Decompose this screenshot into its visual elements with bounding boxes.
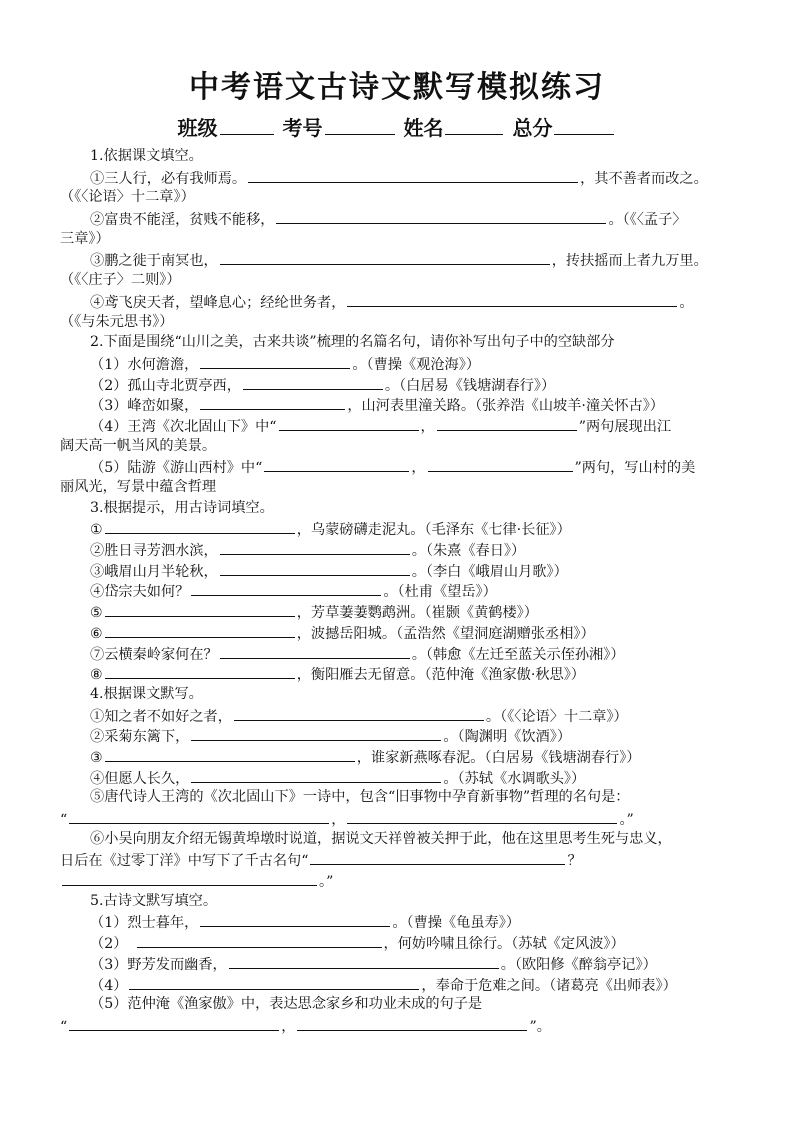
line-text: ③鹏之徙于南冥也，	[90, 253, 218, 270]
question-line	[60, 994, 736, 1015]
line-text: 2.下面是围绕“山川之美，古来共谈”梳理的名篇名句，请你补写出句子中的空缺部分	[90, 334, 615, 351]
question-line	[60, 849, 736, 870]
line-text: “	[60, 812, 68, 828]
line-text: 。	[679, 294, 694, 311]
question-line	[60, 829, 736, 850]
line-text: （2）孤山寺北贾亭西，	[90, 377, 241, 394]
line-text: 。”	[619, 812, 634, 828]
line-text: ⑤	[90, 605, 103, 622]
line-text: 。（白居易《钱塘湖春行》）	[384, 377, 556, 394]
question-line	[60, 953, 736, 974]
line-text: 。（曹操《龟虽寿》）	[392, 915, 521, 932]
student-info-row	[0, 112, 794, 141]
answer-blank[interactable]	[279, 415, 419, 431]
question-line	[60, 518, 736, 539]
line-text: ，衡阳雁去无留意。（范仲淹《渔家傲·秋思》）	[296, 667, 585, 684]
question-line	[60, 787, 736, 808]
line-text: ？	[567, 853, 582, 870]
question-line	[60, 560, 736, 581]
answer-blank[interactable]	[264, 456, 409, 472]
question-line	[60, 643, 736, 664]
line-text: ，	[420, 418, 435, 435]
exam-number-label: 考号	[282, 116, 323, 140]
question-line	[60, 539, 736, 560]
line-text: （2）	[90, 936, 135, 953]
line-text: ③峨眉山月半轮秋，	[90, 563, 218, 580]
question-line	[60, 167, 736, 188]
answer-blank[interactable]	[191, 767, 441, 783]
line-text: ，	[411, 460, 426, 477]
line-text: ，抟扶摇而上者九万里。	[551, 253, 708, 270]
line-text: ④鸢飞戾天者，望峰息心；经纶世务者，	[90, 294, 346, 311]
line-text: 。（李白《峨眉山月歌》）	[411, 563, 568, 580]
answer-blank[interactable]	[297, 1015, 527, 1031]
question-line	[60, 891, 736, 912]
line-text: ，	[331, 812, 346, 828]
question-line	[60, 746, 736, 767]
line-text: ②采菊东篱下，	[90, 729, 190, 746]
line-text: ⑦云横秦岭家何在？	[90, 646, 218, 663]
question-line	[60, 622, 736, 643]
line-text: 。（韩愈《左迁至蓝关示侄孙湘》）	[411, 646, 625, 663]
line-text: ”。	[529, 1018, 551, 1035]
line-text: ①知之者不如好之者，	[90, 708, 232, 725]
line-text: 4.根据课文默写。	[90, 685, 203, 702]
answer-blank[interactable]	[105, 518, 295, 534]
question-line	[60, 870, 736, 891]
answer-blank[interactable]	[347, 291, 677, 307]
answer-blank[interactable]	[105, 746, 355, 762]
line-text: 3.根据提示，用古诗词填空。	[90, 499, 274, 516]
line-text: ⑤唐代诗人王湾的《次北固山下》一诗中，包含“旧事物中孕育新事物”哲理的名句是：	[90, 789, 630, 806]
question-line	[60, 187, 736, 208]
answer-blank[interactable]	[229, 953, 499, 969]
answer-blank[interactable]	[200, 394, 345, 410]
class-label: 班级	[177, 116, 218, 140]
question-line	[60, 394, 736, 415]
question-line	[60, 436, 736, 457]
question-line	[60, 974, 736, 995]
answer-blank[interactable]	[69, 1015, 279, 1031]
answer-blank[interactable]	[69, 808, 329, 824]
line-text: ⑧	[90, 667, 103, 684]
answer-blank[interactable]	[310, 849, 565, 865]
answer-blank[interactable]	[428, 456, 573, 472]
line-text: 。（朱熹《春日》）	[411, 543, 526, 560]
score-label: 总分	[512, 116, 553, 140]
question-line	[60, 767, 736, 788]
line-text: 。（曹操《观沧海》）	[352, 356, 481, 373]
answer-blank[interactable]	[234, 705, 484, 721]
page-title: 中考语文古诗文默写模拟练习	[189, 70, 605, 105]
line-text: ，谁家新燕啄春泥。（白居易《钱塘湖春行》）	[356, 749, 641, 766]
answer-blank[interactable]	[243, 374, 383, 390]
answer-blank[interactable]	[105, 622, 295, 638]
answer-blank[interactable]	[347, 808, 617, 824]
question-line	[60, 291, 736, 312]
score-blank[interactable]	[554, 116, 614, 135]
line-text: 。（《〈孟子〉	[608, 212, 687, 229]
line-text: 。（杜甫《望岳》）	[383, 584, 497, 601]
line-text: （3）野芳发而幽香，	[90, 956, 227, 973]
answer-blank[interactable]	[437, 415, 577, 431]
answer-blank[interactable]	[220, 249, 550, 265]
line-text: 。（陶渊明《饮酒》）	[443, 729, 572, 746]
answer-blank[interactable]	[220, 539, 410, 555]
line-text: ，其不善者而改之。	[580, 170, 708, 187]
line-text: ②富贵不能淫，贫贱不能移，	[90, 212, 275, 229]
answer-blank[interactable]	[276, 208, 606, 224]
answer-blank[interactable]	[248, 167, 578, 183]
answer-blank[interactable]	[220, 643, 410, 659]
answer-blank[interactable]	[220, 560, 410, 576]
question-line	[60, 663, 736, 684]
line-text: （《与朱元思书》）	[60, 313, 174, 330]
question-line	[60, 332, 736, 353]
line-text: 。（苏轼《水调歌头》）	[443, 770, 586, 787]
line-text: ，波撼岳阳城。（孟浩然《望洞庭湖赠张丞相》）	[296, 625, 595, 642]
line-text: ，山河表里潼关路。（张养浩《山坡羊·潼关怀古》）	[347, 398, 664, 415]
line-text: ②胜日寻芳泗水滨，	[90, 543, 218, 560]
question-line	[60, 456, 736, 477]
question-line	[60, 146, 736, 167]
line-text: 5.古诗文默写填空。	[90, 892, 218, 909]
question-line	[60, 312, 736, 333]
question-line	[60, 498, 736, 519]
line-text: ，奉命于危难之间。（诸葛亮《出师表》）	[421, 977, 677, 994]
line-text: （3）峰峦如聚，	[90, 398, 199, 415]
question-line	[60, 808, 736, 829]
line-text: ，何妨吟啸且徐行。（苏轼《定风波》）	[383, 936, 625, 953]
line-text: ，芳草萋萋鹦鹉洲。（崔颢《黄鹤楼》）	[296, 605, 538, 622]
answer-blank[interactable]	[137, 932, 382, 948]
line-text: ”两句展现出江	[578, 418, 672, 435]
answer-blank[interactable]	[200, 911, 390, 927]
line-text: 日后在《过零丁洋》中写下了千古名句“	[60, 853, 309, 870]
line-text: ，	[281, 1018, 296, 1035]
name-blank[interactable]	[445, 116, 503, 135]
question-line	[60, 270, 736, 291]
question-line	[60, 725, 736, 746]
name-label: 姓名	[403, 116, 444, 140]
line-text: ①	[90, 522, 103, 539]
question-line	[60, 353, 736, 374]
question-line	[60, 601, 736, 622]
question-line	[60, 932, 736, 953]
line-text: 丽风光，写景中蕴含哲理	[60, 479, 217, 495]
answer-blank[interactable]	[129, 974, 419, 990]
line-text: 1.依据课文填空。	[90, 148, 203, 164]
question-line	[60, 374, 736, 395]
line-text: ③	[90, 749, 103, 766]
line-text: 三章》）	[60, 230, 110, 247]
line-text: ①三人行，必有我师焉。	[90, 170, 247, 187]
line-text: ⑥	[90, 625, 103, 642]
question-line	[60, 208, 736, 229]
question-line	[60, 684, 736, 705]
line-text: （4）	[90, 977, 128, 994]
line-text: ④岱宗夫如何？	[90, 584, 190, 601]
answer-blank[interactable]	[105, 663, 295, 679]
line-text: （1）烈士暮年，	[90, 915, 199, 932]
question-line	[60, 249, 736, 270]
line-text: （5）范仲淹《渔家傲》中，表达思念家乡和功业未成的句子是	[90, 996, 483, 1013]
questions-body	[60, 146, 736, 1036]
answer-blank[interactable]	[200, 353, 350, 369]
line-text: ”两句，写山村的美	[574, 460, 696, 477]
line-text: “	[60, 1018, 68, 1035]
line-text: （4）王湾《次北固山下》中“	[90, 418, 277, 435]
line-text: 。（《〈论语〉十二章》）	[485, 708, 628, 725]
answer-blank[interactable]	[191, 725, 441, 741]
line-text: ，乌蒙磅礴走泥丸。（毛泽东《七律·长征》）	[296, 522, 571, 539]
line-text: （《〈庄子〉二则》）	[60, 272, 181, 289]
line-text: 。（欧阳修《醉翁亭记》）	[500, 956, 657, 973]
answer-blank[interactable]	[105, 601, 295, 617]
line-text: （《〈论语〉十二章》）	[60, 189, 195, 206]
class-blank[interactable]	[220, 116, 274, 135]
answer-blank[interactable]	[62, 870, 317, 886]
question-line	[60, 911, 736, 932]
line-text: ⑥小吴向朋友介绍无锡黄埠墩时说道，据说文天祥曾被关押于此，他在这里思考生死与忠义，	[90, 830, 672, 847]
question-line	[60, 580, 736, 601]
question-line	[60, 705, 736, 726]
exam-number-blank[interactable]	[325, 116, 395, 135]
question-line	[60, 415, 736, 436]
line-text: 。”	[319, 874, 334, 891]
line-text: 阔天高一帆当风的美景。	[60, 437, 217, 454]
line-text: ④但愿人长久，	[90, 770, 190, 787]
question-line	[60, 477, 736, 498]
answer-blank[interactable]	[191, 580, 381, 596]
line-text: （1）水何澹澹，	[90, 356, 199, 373]
question-line	[60, 1015, 736, 1036]
question-line	[60, 229, 736, 250]
line-text: （5）陆游《游山西村》中“	[90, 460, 263, 477]
